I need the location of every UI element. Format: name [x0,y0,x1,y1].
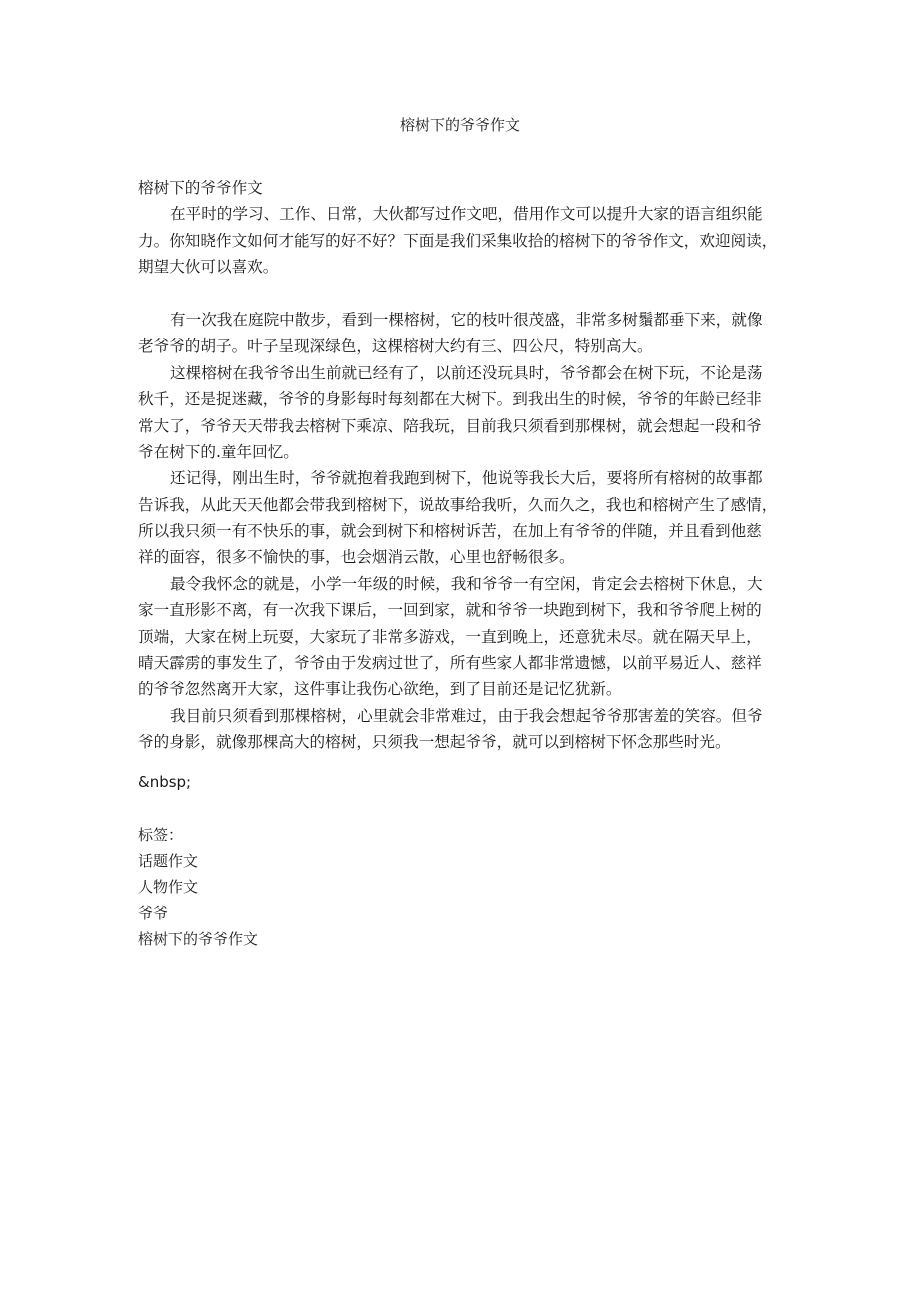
paragraph [138,360,788,466]
paragraph [138,307,788,360]
tag-link[interactable]: 爷爷 [138,904,169,923]
tag-link[interactable]: 榕树下的爷爷作文 [138,930,259,949]
paragraph-line: 爷的身影，就像那棵高大的榕树，只须我一想起爷爷，就可以到榕树下怀念那些时光。 [138,733,731,752]
tag-link[interactable]: 话题作文 [138,851,199,870]
document-title: 榕树下的爷爷作文 [399,116,520,134]
paragraph-line: 有一次我在庭院中散步，看到一棵榕树，它的枝叶很茂盛，非常多树鬚都垂下来，就像 [170,310,763,329]
article-paragraphs [138,307,788,756]
article-heading: 榕树下的爷爷作文 [138,179,263,197]
article-body [138,175,788,756]
paragraph [138,703,788,756]
paragraph-line: 家一直形影不离，有一次我下课后，一回到家，就和爷爷一块跑到树下，我和爷爷爬上树的 [138,601,762,620]
intro-paragraph [138,201,788,280]
blank-line [138,281,788,307]
paragraph-line: 在平时的学习、工作、日常，大伙都写过作文吧，借用作文可以提升大家的语言组织能 [170,205,763,224]
paragraph-line: 我目前只须看到那棵榕树，心里就会非常难过，由于我会想起爷爷那害羞的笑容。但爷 [170,706,763,725]
paragraph-line: 力。你知晓作文如何才能写的好不好？下面是我们采集收拾的榕树下的爷爷作文，欢迎阅读， [138,231,778,250]
paragraph [138,465,788,571]
paragraph-line: 祥的面容，很多不愉快的事，也会烟消云散，心里也舒畅很多。 [138,548,575,567]
blank-line [138,795,258,821]
paragraph-line: 最令我怀念的就是，小学一年级的时候，我和爷爷一有空闲，肯定会去榕树下休息，大 [170,574,763,593]
paragraph-line: 晴天霹雳的事发生了，爷爷由于发病过世了，所有些家人都非常遗憾，以前平易近人、慈祥 [138,654,762,673]
article-footer [138,769,258,953]
tag-list [138,848,258,953]
paragraph-line: 秋千，还是捉迷藏，爷爷的身影每时每刻都在大树下。到我出生的时候，爷爷的年龄已经非 [138,390,762,409]
paragraph-line: 的爷爷忽然离开大家，这件事让我伤心欲绝，到了目前还是记忆犹新。 [138,680,622,699]
paragraph-line: 期望大伙可以喜欢。 [138,258,279,277]
paragraph-line: 常大了，爷爷天天带我去榕树下乘凉、陪我玩，目前我只须看到那棵树，就会想起一段和爷 [138,416,762,435]
paragraph-line: 这棵榕树在我爷爷出生前就已经有了，以前还没玩具时，爷爷都会在树下玩，不论是荡 [170,363,763,382]
nbsp-text: &nbsp; [138,773,192,791]
paragraph [138,571,788,703]
paragraph-line: 所以我只须一有不快乐的事，就会到树下和榕树诉苦，在加上有爷爷的伴随，并且看到他慈 [138,522,762,541]
paragraph-line: 告诉我，从此天天他都会带我到榕树下，说故事给我听，久而久之，我也和榕树产生了感情， [138,495,778,514]
paragraph-line: 还记得，刚出生时，爷爷就抱着我跑到树下，他说等我长大后，要将所有榕树的故事都 [170,469,763,488]
paragraph-line: 爷在树下的.童年回忆。 [138,442,299,461]
paragraph-line: 顶端，大家在树上玩耍，大家玩了非常多游戏，一直到晚上，还意犹未尽。就在隔天早上， [138,627,762,646]
tag-link[interactable]: 人物作文 [138,878,199,896]
tags-label: 标签： [138,825,184,844]
paragraph-line: 老爷爷的胡子。叶子呈现深绿色，这棵榕树大约有三、四公尺，特别高大。 [138,337,653,356]
